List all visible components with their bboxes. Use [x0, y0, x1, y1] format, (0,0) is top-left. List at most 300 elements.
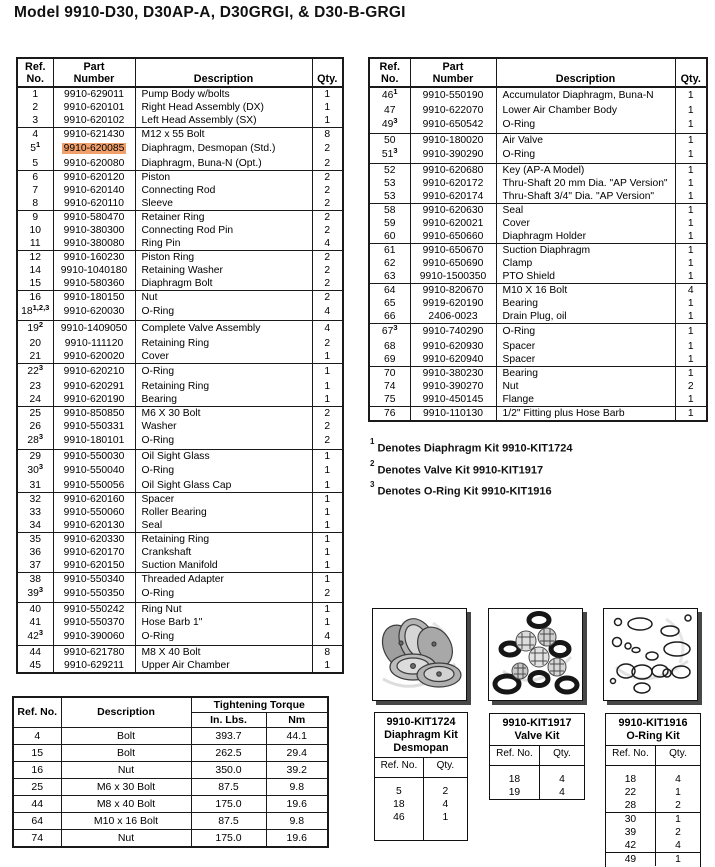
col-header-description: Description: [496, 58, 675, 87]
qty-cell: 1: [675, 177, 707, 190]
part-number-cell: 9910-620930: [410, 340, 496, 353]
parts-row: [369, 340, 707, 353]
kit-row: [606, 786, 700, 799]
torque-col-inlbs: In. Lbs.: [191, 713, 266, 728]
ref-no-cell: 64: [13, 813, 61, 830]
part-number-cell: 9910-620101: [53, 101, 135, 114]
kit-qty-cell: 4: [675, 773, 681, 785]
part-number-cell: 9910-620630: [410, 204, 496, 218]
parts-row: [17, 616, 343, 629]
qty-cell: 2: [312, 420, 343, 433]
ref-no-cell: $28^3$: [17, 433, 53, 450]
description-cell: Nut: [496, 380, 675, 393]
part-number-cell: 9910-110130: [410, 407, 496, 422]
part-number-cell: 9910-620130: [53, 519, 135, 533]
o-ring-kit-table: [605, 713, 701, 867]
kit-row: [606, 853, 700, 867]
kit-qty-cell: 4: [559, 786, 565, 798]
description-cell: Threaded Adapter: [135, 573, 312, 587]
footnote-marker: 2: [38, 320, 44, 329]
ref-no-cell: 38: [29, 573, 41, 585]
ref-no-cell: 18$^{1,2,3}$: [17, 304, 53, 321]
parts-row: [17, 264, 343, 277]
description-cell: M10 X 16 Bolt: [496, 284, 675, 298]
description-cell: Ring Pin: [135, 237, 312, 251]
ref-no-cell: 76: [384, 407, 396, 419]
ref-no-cell: 69: [369, 353, 410, 367]
ref-no-cell: 5: [17, 157, 53, 171]
orings-illustration: [604, 609, 697, 700]
ref-no-cell: 61: [384, 244, 396, 256]
qty-cell: 1: [675, 217, 707, 230]
part-number-cell: 9910-550030: [53, 450, 135, 464]
qty-cell: 1: [675, 134, 707, 148]
kit-col-ref: Ref. No.: [606, 746, 655, 766]
col-header-qty: Qty.: [312, 58, 343, 87]
footnote-marker: 3: [38, 363, 44, 372]
part-number-cell: 9910-650660: [410, 230, 496, 244]
torque-col-nm: Nm: [266, 713, 328, 728]
ref-no-cell: 4: [13, 728, 61, 745]
description-cell: Sleeve: [135, 197, 312, 211]
qty-cell: 2: [312, 337, 343, 350]
qty-cell: 1: [675, 257, 707, 270]
description-cell: M10 x 16 Bolt: [61, 813, 191, 830]
qty-cell: 1: [675, 407, 707, 422]
kit-col-qty: Qty.: [539, 746, 584, 766]
in-lbs-cell: 87.5: [191, 813, 266, 830]
kit-row: [606, 799, 700, 813]
footnote-number: 2: [370, 458, 375, 468]
parts-row: [17, 171, 343, 185]
ref-no-cell: 26: [29, 420, 41, 432]
footnote-marker: 1,2,3: [32, 304, 50, 312]
torque-row: [13, 779, 328, 796]
footnote-line: [370, 479, 572, 501]
description-cell: Drain Plug, oil: [496, 310, 675, 324]
description-cell: Retaining Ring: [135, 533, 312, 547]
part-number-cell: 9910-620102: [53, 114, 135, 128]
parts-row: [369, 270, 707, 284]
description-cell: Pump Body w/bolts: [135, 87, 312, 101]
kit-ref-cell: 39: [606, 826, 655, 839]
parts-row: [17, 659, 343, 673]
ref-no-cell: 53: [369, 190, 410, 204]
qty-cell: 1: [675, 340, 707, 353]
description-cell: O-Ring: [135, 304, 312, 321]
parts-row: [369, 147, 707, 164]
parts-row: [17, 586, 343, 603]
torque-row: [13, 728, 328, 745]
ref-no-cell: 58: [384, 204, 396, 216]
qty-cell: 1: [312, 364, 343, 381]
ref-no-cell: 33: [29, 506, 41, 518]
part-number-cell: 2406-0023: [410, 310, 496, 324]
parts-row: [369, 134, 707, 148]
col-header-ref-no: Ref. No.: [17, 58, 53, 87]
nm-cell: 9.8: [266, 779, 328, 796]
qty-cell: 1: [312, 479, 343, 493]
footnote-number: 3: [370, 480, 375, 490]
qty-cell: 2: [312, 433, 343, 450]
parts-row: [369, 393, 707, 407]
diaphragm-kit-table: [374, 712, 468, 841]
kit-ref-cell: 18: [490, 766, 539, 787]
ref-no-cell: 20: [29, 337, 41, 349]
ref-no-cell: 14: [29, 264, 41, 276]
description-cell: M8 X 40 Bolt: [135, 646, 312, 660]
part-number-cell: 9910-550190: [410, 87, 496, 104]
description-cell: Connecting Rod: [135, 184, 312, 197]
description-cell: Connecting Rod Pin: [135, 224, 312, 237]
ref-no-cell: 24: [17, 393, 53, 407]
in-lbs-cell: 262.5: [191, 745, 266, 762]
description-cell: M8 x 40 Bolt: [61, 796, 191, 813]
part-number-cell: 9910-620021: [410, 217, 496, 230]
part-number-cell: 9910-620110: [53, 197, 135, 211]
part-number-cell: 9910-620020: [53, 350, 135, 364]
qty-cell: 8: [312, 646, 343, 660]
part-number-cell: 9910-620174: [410, 190, 496, 204]
nm-cell: 9.8: [266, 813, 328, 830]
qty-cell: 1: [675, 324, 707, 341]
kit-qty-cell: 1: [675, 813, 681, 825]
qty-cell: 1: [675, 204, 707, 218]
ref-no-cell: $42^3$: [17, 629, 53, 646]
kit-ref-cell: 28: [606, 799, 655, 813]
ref-no-cell: 44: [29, 646, 41, 658]
description-cell: O-Ring: [496, 147, 675, 164]
parts-row: [17, 141, 343, 157]
kit-col-ref: Ref. No.: [490, 746, 539, 766]
part-number-cell: 9910-390270: [410, 380, 496, 393]
part-number-cell: 9910-620291: [53, 380, 135, 393]
qty-cell: 2: [312, 157, 343, 171]
ref-no-cell: 25: [13, 779, 61, 796]
description-cell: Air Valve: [496, 134, 675, 148]
col-header-part-number: Part Number: [410, 58, 496, 87]
parts-row: [369, 297, 707, 310]
description-cell: Roller Bearing: [135, 506, 312, 519]
description-cell: Spacer: [496, 353, 675, 367]
kit-ref-cell: 18: [375, 798, 423, 811]
part-number-cell: 9910-629011: [53, 87, 135, 101]
part-number-cell: 9910-550040: [53, 463, 135, 479]
part-number-cell: 9910-1409050: [53, 321, 135, 338]
qty-cell: 1: [675, 393, 707, 407]
kit-footnotes: [370, 436, 572, 501]
part-number-cell: 9910-550242: [53, 603, 135, 617]
ref-no-cell: 31: [17, 479, 53, 493]
part-number-cell: 9910-550056: [53, 479, 135, 493]
description-cell: Diaphragm Holder: [496, 230, 675, 244]
part-number-cell: 9910-620120: [53, 171, 135, 185]
parts-row: [17, 224, 343, 237]
parts-row: [17, 364, 343, 381]
qty-cell: 1: [312, 533, 343, 547]
part-number-cell: 9910-1500350: [410, 270, 496, 284]
parts-row: [369, 177, 707, 190]
part-number-cell: 9910-380300: [53, 224, 135, 237]
qty-cell: 2: [675, 380, 707, 393]
parts-row: [369, 353, 707, 367]
part-number-cell: 9910-650670: [410, 244, 496, 258]
description-cell: Bolt: [61, 745, 191, 762]
qty-cell: 4: [312, 629, 343, 646]
qty-cell: 1: [675, 270, 707, 284]
diaphragm-discs-illustration: [373, 609, 466, 700]
qty-cell: 2: [312, 184, 343, 197]
ref-no-cell: $67^3$: [381, 323, 398, 337]
valve-kit-table: [489, 713, 585, 800]
kit-col-qty: Qty.: [423, 758, 467, 778]
nm-cell: 19.6: [266, 796, 328, 813]
parts-row: [17, 337, 343, 350]
o-ring-kit-image: [603, 608, 698, 701]
part-number-cell: 9919-620190: [410, 297, 496, 310]
kit-col-ref: Ref. No.: [375, 758, 423, 778]
ref-no-cell: 15: [17, 277, 53, 291]
qty-cell: 1: [675, 297, 707, 310]
description-cell: Bolt: [61, 728, 191, 745]
ref-no-cell: 62: [384, 257, 396, 269]
qty-cell: 2: [312, 251, 343, 265]
kit-ref-cell: 22: [606, 786, 655, 799]
parts-row: [17, 277, 343, 291]
ref-no-cell: 68: [384, 340, 396, 352]
qty-cell: 1: [675, 104, 707, 117]
torque-col-desc: Description: [61, 697, 191, 728]
part-number-cell: 9910-180101: [53, 433, 135, 450]
parts-row: [17, 450, 343, 464]
parts-row: [369, 244, 707, 258]
description-cell: Cover: [496, 217, 675, 230]
parts-row: [17, 87, 343, 101]
col-header-ref-no: Ref. No.: [369, 58, 410, 87]
description-cell: Nut: [135, 291, 312, 305]
ref-no-cell: 44: [13, 796, 61, 813]
parts-row: [369, 407, 707, 422]
qty-cell: 1: [312, 101, 343, 114]
qty-cell: 1: [675, 190, 707, 204]
in-lbs-cell: 175.0: [191, 796, 266, 813]
parts-row: [369, 380, 707, 393]
footnote-marker: 3: [38, 586, 44, 594]
parts-row: [17, 506, 343, 519]
description-cell: Retaining Ring: [135, 380, 312, 393]
description-cell: O-Ring: [496, 117, 675, 134]
ref-no-cell: 37: [17, 559, 53, 573]
ref-no-cell: 9: [32, 211, 39, 223]
parts-row: [17, 546, 343, 559]
description-cell: Diaphragm Bolt: [135, 277, 312, 291]
part-number-cell: 9910-621430: [53, 128, 135, 142]
in-lbs-cell: 175.0: [191, 830, 266, 848]
description-cell: O-Ring: [135, 463, 312, 479]
kit-row: [490, 786, 584, 799]
qty-cell: 4: [675, 284, 707, 298]
parts-row: [17, 237, 343, 251]
qty-cell: 1: [312, 87, 343, 101]
parts-row: [369, 104, 707, 117]
ref-no-cell: 65: [384, 297, 396, 309]
valves-and-orings-illustration: [489, 609, 582, 700]
footnote-text: Denotes Valve Kit 9910-KIT1917: [377, 464, 544, 477]
parts-row: [17, 393, 343, 407]
ref-no-cell: 7: [32, 184, 39, 196]
parts-row: [17, 603, 343, 617]
description-cell: Seal: [496, 204, 675, 218]
qty-cell: 8: [312, 128, 343, 142]
ref-no-cell: 1: [32, 88, 39, 100]
kit-rows: [490, 766, 584, 800]
ref-no-cell: 41: [29, 616, 41, 628]
part-number-cell: 9910-620172: [410, 177, 496, 190]
footnote-marker: 3: [393, 117, 398, 125]
torque-row: [13, 796, 328, 813]
part-number-cell: 9910-620140: [53, 184, 135, 197]
torque-header-row: [13, 697, 328, 713]
part-number-cell: 9910-650542: [410, 117, 496, 134]
ref-no-cell: $51^3$: [369, 147, 410, 164]
kit-row: [606, 839, 700, 853]
ref-no-cell: 63: [369, 270, 410, 284]
qty-cell: 1: [312, 380, 343, 393]
ref-no-cell: 36: [29, 546, 41, 558]
ref-no-cell: 29: [29, 450, 41, 462]
ref-no-cell: 35: [29, 533, 41, 545]
part-number-cell: 9910-180150: [53, 291, 135, 305]
ref-no-cell: $49^3$: [369, 117, 410, 134]
parts-row: [17, 114, 343, 128]
footnote-marker: 3: [38, 463, 44, 471]
torque-row: [13, 762, 328, 779]
part-number-cell: 9910-390290: [410, 147, 496, 164]
description-cell: M6 X 30 Bolt: [135, 407, 312, 421]
parts-row: [369, 204, 707, 218]
footnote-marker: 3: [393, 147, 398, 155]
qty-cell: 1: [675, 117, 707, 134]
qty-cell: 2: [312, 211, 343, 225]
ref-no-cell: 70: [384, 367, 396, 379]
parts-row: [17, 420, 343, 433]
part-number-cell: 9910-740290: [410, 324, 496, 341]
kit-qty-cell: 4: [655, 839, 700, 853]
ref-no-cell: $39^3$: [17, 586, 53, 603]
ref-no-cell: 74: [13, 830, 61, 848]
ref-no-cell: 4: [32, 128, 39, 140]
parts-row: [17, 251, 343, 265]
part-number-cell: 9910-629211: [53, 659, 135, 673]
description-cell: O-Ring: [135, 364, 312, 381]
parts-row: [17, 519, 343, 533]
part-number-cell: 9910-380080: [53, 237, 135, 251]
torque-col-torque: Tightening Torque: [191, 697, 328, 713]
ref-no-cell: 23: [29, 380, 41, 392]
kit-header-row: [606, 746, 700, 766]
description-cell: Key (AP-A Model): [496, 164, 675, 178]
in-lbs-cell: 393.7: [191, 728, 266, 745]
qty-cell: 1: [312, 573, 343, 587]
ref-no-cell: $19^2$: [27, 320, 44, 334]
parts-row: [369, 230, 707, 244]
ref-no-cell: 52: [384, 164, 396, 176]
kit-qty-cell: 2: [442, 785, 449, 797]
parts-row: [17, 211, 343, 225]
part-number-cell: 9910-180020: [410, 134, 496, 148]
diaphragm-kit-title: [375, 713, 467, 758]
footnote-marker: 3: [38, 433, 44, 441]
kit-rows: [606, 766, 700, 867]
description-cell: Thru-Shaft 3/4" Dia. "AP Version": [496, 190, 675, 204]
description-cell: Right Head Assembly (DX): [135, 101, 312, 114]
description-cell: M12 x 55 Bolt: [135, 128, 312, 142]
parts-row: [369, 367, 707, 381]
ref-no-cell: 74: [384, 380, 396, 392]
parts-row: [17, 493, 343, 507]
parts-row: [17, 350, 343, 364]
kit-qty-cell: 1: [442, 811, 449, 823]
description-cell: Retaining Washer: [135, 264, 312, 277]
kit-header-row: [490, 746, 584, 766]
kit-ref-cell: 49: [606, 853, 655, 867]
ref-no-cell: $22^3$: [27, 363, 44, 377]
parts-row: [17, 407, 343, 421]
torque-row: [13, 745, 328, 762]
ref-no-cell: 34: [17, 519, 53, 533]
kit-ref-cell: 5: [375, 778, 423, 799]
part-number-cell: 9910-620330: [53, 533, 135, 547]
description-cell: Washer: [135, 420, 312, 433]
ref-no-cell: 25: [29, 407, 41, 419]
description-cell: Clamp: [496, 257, 675, 270]
valve-kit-title: [490, 714, 584, 746]
description-cell: Diaphragm, Buna-N (Opt.): [135, 157, 312, 171]
valve-kit-grid: [490, 746, 584, 799]
part-number-cell: 9910-550340: [53, 573, 135, 587]
footnote-text: Denotes O-Ring Kit 9910-KIT1916: [377, 485, 552, 498]
kit-ref-cell: 18: [606, 766, 655, 787]
description-cell: Suction Diaphragm: [496, 244, 675, 258]
description-cell: Suction Manifold: [135, 559, 312, 573]
description-cell: PTO Shield: [496, 270, 675, 284]
parts-row: [17, 157, 343, 171]
qty-cell: 1: [675, 147, 707, 164]
kit-title-line: 9910-KIT1916: [618, 717, 688, 729]
parts-row: [17, 128, 343, 142]
part-number-cell: 9910-580360: [53, 277, 135, 291]
part-number-cell: 9910-580470: [53, 211, 135, 225]
ref-no-cell: 2: [32, 101, 39, 113]
nm-cell: 44.1: [266, 728, 328, 745]
ref-no-cell: 32: [29, 493, 41, 505]
qty-cell: 1: [675, 367, 707, 381]
footnote-line: [370, 458, 572, 480]
qty-cell: 1: [312, 450, 343, 464]
parts-row: [17, 479, 343, 493]
part-number-cell: 9910-550060: [53, 506, 135, 519]
kit-title-line: 9910-KIT1917: [502, 717, 572, 729]
page-title: Model 9910-D30, D30AP-A, D30GRGI, & D30-B-GRGI: [14, 4, 406, 21]
parts-row: [17, 629, 343, 646]
nm-cell: 19.6: [266, 830, 328, 848]
qty-cell: 1: [312, 114, 343, 128]
ref-no-cell: 47: [384, 104, 396, 116]
description-cell: Bearing: [496, 367, 675, 381]
kit-title-line: O-Ring Kit: [626, 730, 680, 742]
description-cell: Piston: [135, 171, 312, 185]
description-cell: Piston Ring: [135, 251, 312, 265]
